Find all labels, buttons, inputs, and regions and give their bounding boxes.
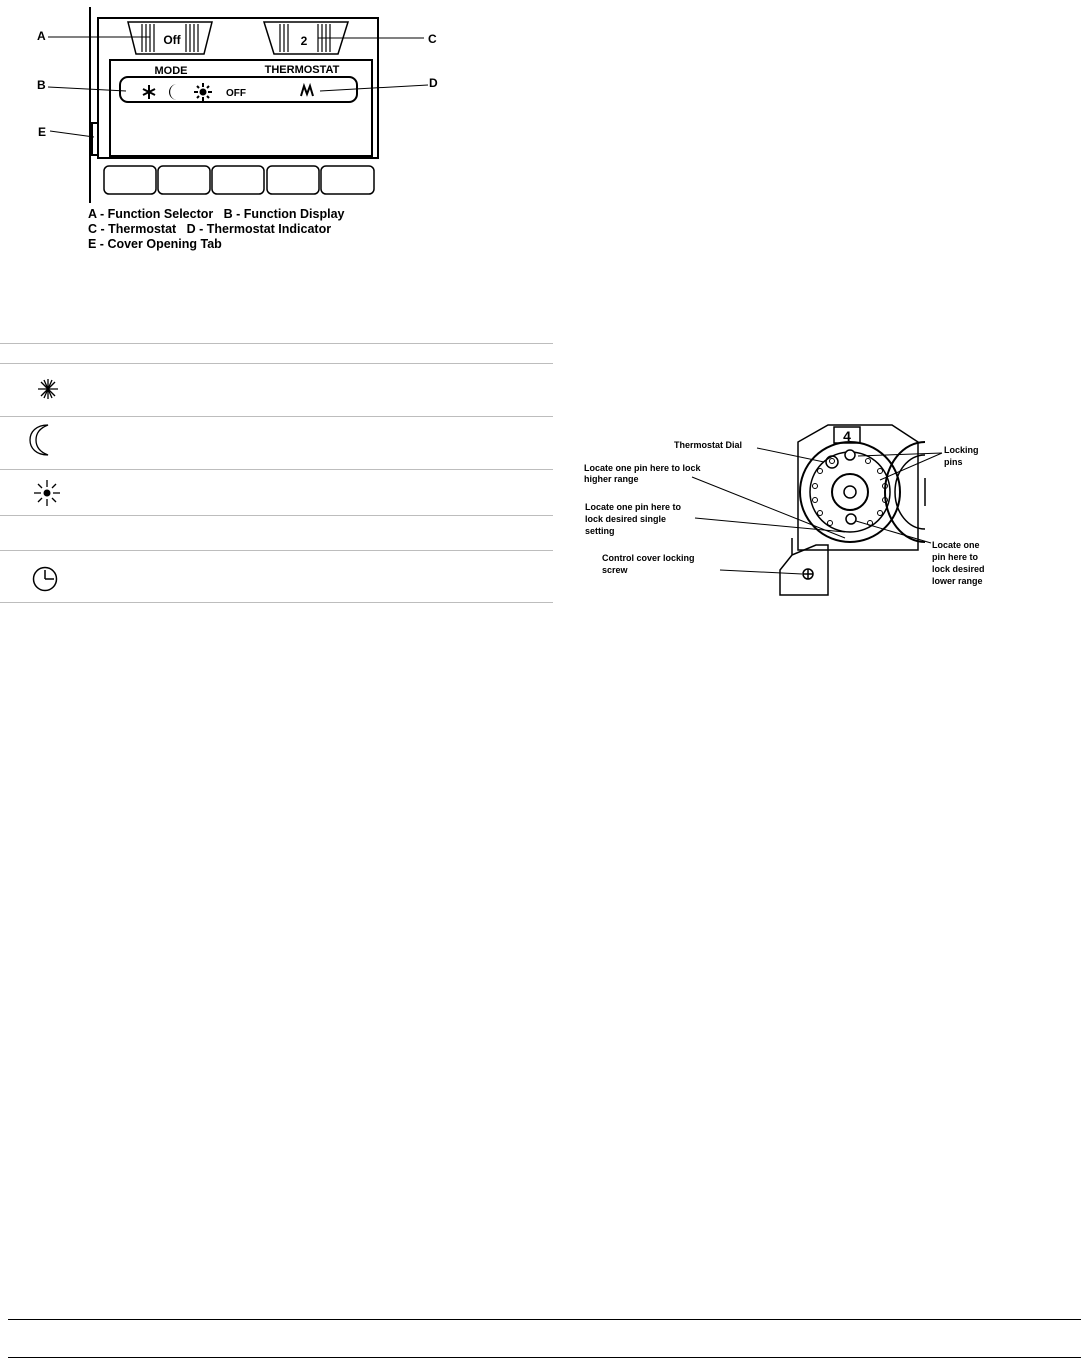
locking-pins-label-1: Locking	[944, 445, 979, 455]
frost-icon	[143, 85, 155, 99]
table-row	[0, 550, 553, 603]
sun-icon	[32, 478, 62, 508]
thermostat-value: 2	[300, 34, 308, 48]
thermostat-label: THERMOSTAT	[264, 64, 340, 76]
lower-range-label-4: lower range	[932, 576, 983, 586]
dial-number: 4	[843, 428, 851, 444]
locking-pin-icon	[845, 450, 855, 460]
table-row	[0, 469, 553, 515]
thermostat-dial-label: Thermostat Dial	[674, 440, 743, 450]
callout-a: A	[37, 29, 46, 43]
table-row	[0, 515, 553, 550]
mode-label: MODE	[154, 65, 188, 77]
thermostat-dial-figure	[580, 420, 1000, 600]
higher-range-label-2: higher range	[584, 474, 639, 484]
figure-caption-line-3: E - Cover Opening Tab	[88, 237, 222, 251]
callout-c: C	[428, 32, 437, 46]
off-label: OFF	[226, 88, 246, 99]
thermostat-dial-drawing	[580, 420, 1000, 600]
callout-b: B	[37, 78, 46, 92]
single-setting-label-1: Locate one pin here to	[585, 502, 682, 512]
lower-range-label-1: Locate one	[932, 540, 980, 550]
sun-icon	[194, 83, 212, 101]
table-row	[0, 343, 553, 363]
callout-d: D	[429, 76, 438, 90]
locking-pin-icon	[846, 514, 856, 524]
callout-e: E	[38, 125, 47, 139]
single-setting-label-3: setting	[585, 526, 615, 536]
table-row	[0, 363, 553, 416]
cover-screw-label-2: screw	[602, 565, 628, 575]
frost-icon	[35, 376, 61, 402]
clock-icon	[31, 565, 59, 593]
moon-icon	[26, 422, 56, 458]
higher-range-label-1: Locate one pin here to lock	[584, 463, 701, 473]
moon-icon	[169, 84, 177, 100]
mode-table	[0, 343, 553, 603]
footer-rule-bottom	[8, 1357, 1081, 1358]
figure-caption-line-2: C - Thermostat D - Thermostat Indicator	[88, 222, 332, 236]
table-row	[0, 416, 553, 469]
locking-pins-label-2: pins	[944, 457, 963, 467]
control-panel-drawing	[28, 5, 454, 210]
function-selector-value: Off	[163, 33, 181, 47]
lower-range-label-3: lock desired	[932, 564, 985, 574]
single-setting-label-2: lock desired single	[585, 514, 667, 524]
thermostat-indicator-icon	[301, 86, 313, 96]
lower-range-label-2: pin here to	[932, 552, 979, 562]
figure-caption-line-1: A - Function Selector B - Function Display	[88, 207, 345, 221]
footer-rule-top	[8, 1319, 1081, 1320]
cover-screw-label-1: Control cover locking	[602, 553, 695, 563]
